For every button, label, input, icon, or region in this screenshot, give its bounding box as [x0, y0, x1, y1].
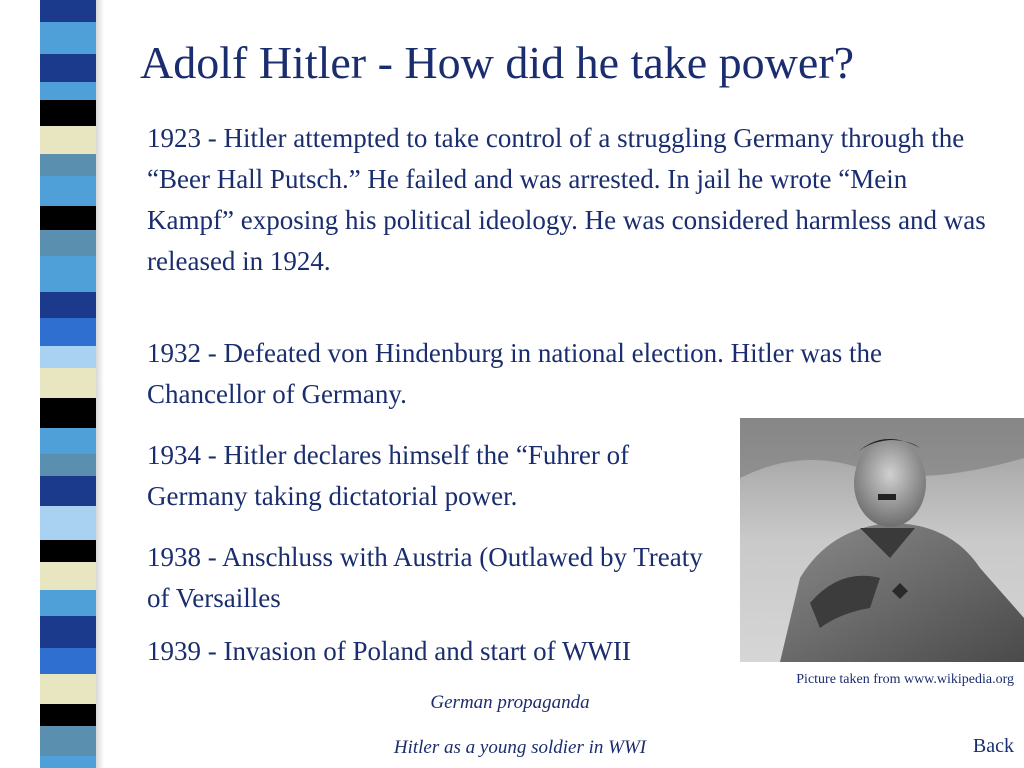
stripe-segment — [40, 506, 96, 540]
timeline-entry-1938: 1938 - Anschluss with Austria (Outlawed by Treaty of Versailles — [147, 542, 703, 613]
stripe-segment — [40, 562, 96, 590]
stripe-segment — [40, 206, 96, 230]
stripe-segment — [40, 704, 96, 726]
stripe-segment — [40, 346, 96, 368]
stripe-segment — [40, 454, 96, 476]
stripe-segment — [40, 540, 96, 562]
stripe-segment — [40, 368, 96, 398]
hitler-photo — [740, 418, 1024, 662]
back-link[interactable]: Back — [972, 735, 1014, 757]
decorative-stripe-bar — [40, 0, 96, 768]
stripe-segment — [40, 256, 96, 292]
timeline-entry-1932: 1932 - Defeated von Hindenburg in national election. Hitler was the Chancellor of Germany. — [147, 338, 883, 409]
stripe-segment — [40, 476, 96, 506]
soldier-caption: Hitler as a young soldier in WWI — [393, 737, 647, 758]
stripe-segment — [40, 176, 96, 206]
stripe-segment — [40, 0, 96, 22]
stripe-segment — [40, 756, 96, 768]
stripe-segment — [40, 648, 96, 674]
stripe-segment — [40, 726, 96, 756]
stripe-segment — [40, 398, 96, 428]
stripe-segment — [40, 428, 96, 454]
propaganda-caption: German propaganda — [430, 692, 590, 713]
stripe-segment — [40, 292, 96, 318]
stripe-segment — [40, 82, 96, 100]
timeline-entry-1939: 1939 - Invasion of Poland and start of WWII — [147, 636, 631, 666]
stripe-bar-shadow — [96, 0, 104, 768]
photo-credit: Picture taken from www.wikipedia.org — [796, 672, 1014, 687]
stripe-segment — [40, 318, 96, 346]
stripe-segment — [40, 616, 96, 648]
stripe-segment — [40, 590, 96, 616]
stripe-segment — [40, 230, 96, 256]
stripe-segment — [40, 674, 96, 704]
slide-title: Adolf Hitler - How did he take power? — [140, 37, 855, 88]
timeline-entry-1923: 1923 - Hitler attempted to take control of a struggling Germany through the “Beer Hall Putsch.” He failed and was arrested. In jail he wrote “Mein Kampf” exposing his political ideology. He was considered harmless and was released in 1924. — [147, 123, 986, 276]
stripe-segment — [40, 126, 96, 154]
stripe-segment — [40, 154, 96, 176]
timeline-entry-1934: 1934 - Hitler declares himself the “Fuhrer of Germany taking dictatorial power. — [147, 440, 630, 511]
stripe-segment — [40, 54, 96, 82]
stripe-segment — [40, 100, 96, 126]
stripe-segment — [40, 22, 96, 54]
